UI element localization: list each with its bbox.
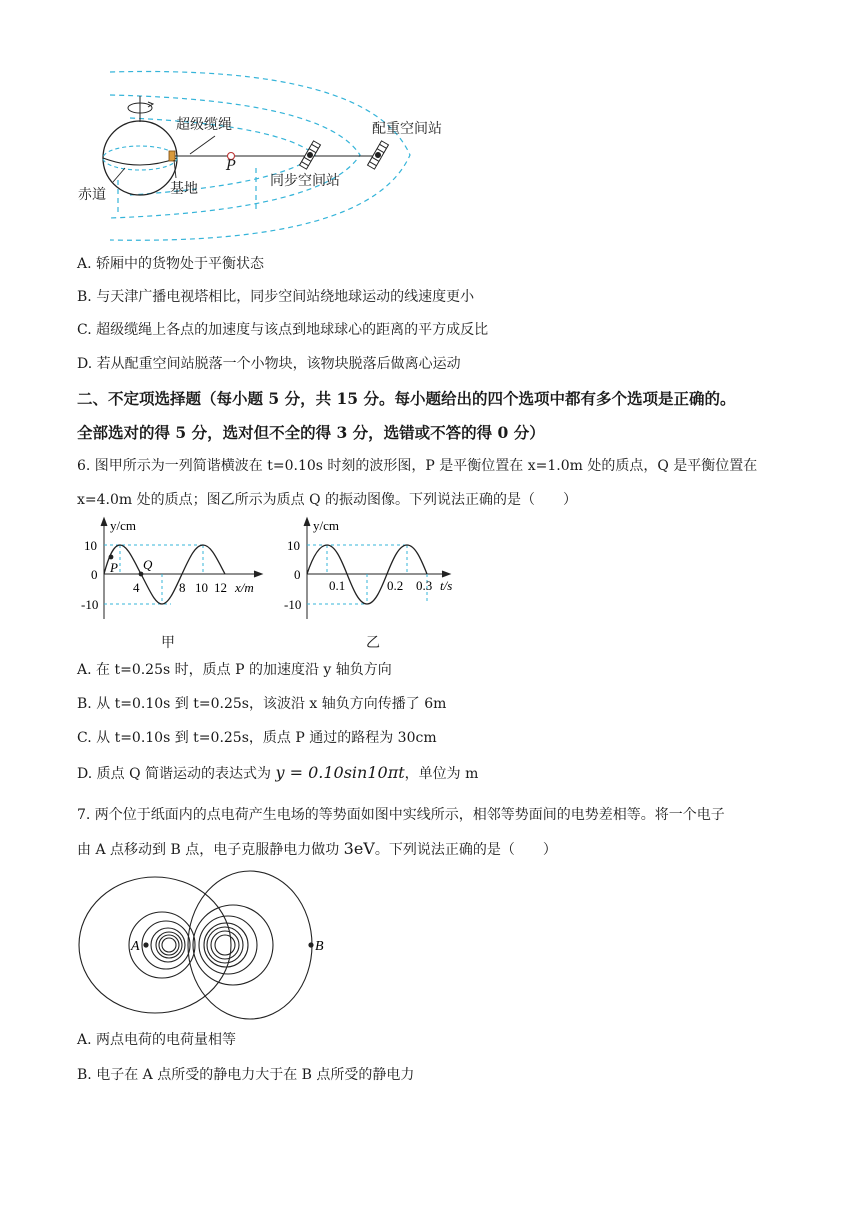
q6-stem-line1: 6. 图甲所示为一列简谐横波在 t=0.10s 时刻的波形图，P 是平衡位置在 x=1.0m 处的质点，Q 是平衡位置在 — [77, 458, 758, 474]
yi-ylabel: y/cm — [313, 518, 339, 533]
label-sync-station: 同步空间站 — [270, 173, 340, 189]
label-p: P — [226, 158, 236, 174]
yi-xtick-01: 0.1 — [329, 578, 346, 593]
caption-jia: 甲 — [161, 635, 175, 651]
label-a: A — [131, 939, 140, 954]
sync-station-icon — [300, 141, 321, 169]
jia-xtick-4: 4 — [133, 580, 140, 595]
wave-graph-jia — [75, 515, 275, 625]
point-p-dot — [109, 555, 114, 560]
label-b: B — [315, 939, 324, 954]
q6-option-c: C. 从 t=0.10s 到 t=0.25s，质点 P 通过的路程为 30cm — [77, 730, 437, 746]
counterweight-station-icon — [368, 141, 389, 169]
jia-ytick-10: 10 — [84, 538, 97, 553]
section-heading-line1: 二、不定项选择题（每小题 5 分，共 15 分。每小题给出的四个选项中都有多个选项是正确的。 — [77, 389, 736, 408]
yi-xtick-03: 0.3 — [416, 578, 433, 593]
q7-stem-line2-pre: 由 A 点移动到 B 点，电子克服静电力做功 — [77, 842, 340, 858]
section-heading-line2: 全部选对的得 5 分，选对但不全的得 3 分，选错或不答的得 0 分） — [77, 423, 545, 442]
point-q-dot — [139, 572, 144, 577]
q6-option-d-suffix: ，单位为 m — [404, 766, 479, 782]
q7-stem-line1: 7. 两个位于纸面内的点电荷产生电场的等势面如图中实线所示，相邻等势面间的电势差相等。将一个电子 — [77, 807, 725, 823]
yi-ytick-neg10: -10 — [284, 597, 302, 612]
caption-yi: 乙 — [366, 635, 380, 651]
q5-option-c: C. 超级缆绳上各点的加速度与该点到地球球心的距离的平方成反比 — [77, 322, 489, 338]
q5-option-a: A. 轿厢中的货物处于平衡状态 — [77, 256, 265, 272]
yi-xlabel: t/s — [440, 578, 453, 593]
q6-option-d — [77, 763, 478, 784]
point-a-dot — [143, 942, 148, 947]
label-base: 基地 — [170, 181, 198, 197]
q6-option-b: B. 从 t=0.10s 到 t=0.25s，该波沿 x 轴负方向传播了 6m — [77, 696, 447, 712]
q7-stem-line2 — [77, 839, 557, 860]
jia-xtick-10: 10 — [195, 580, 208, 595]
jia-ylabel: y/cm — [110, 518, 136, 533]
point-b-dot — [308, 942, 313, 947]
yi-ytick-10: 10 — [287, 538, 300, 553]
q7-stem-line2-post: 。下列说法正确的是（ ） — [374, 842, 557, 858]
q5-option-d: D. 若从配重空间站脱落一个小物块，该物块脱落后做离心运动 — [77, 356, 461, 372]
q5-option-b: B. 与天津广播电视塔相比，同步空间站绕地球运动的线速度更小 — [77, 289, 475, 305]
jia-ytick-neg10: -10 — [81, 597, 99, 612]
jia-label-q: Q — [143, 557, 153, 572]
q6-stem-line2: x=4.0m 处的质点；图乙所示为质点 Q 的振动图像。下列说法正确的是（ ） — [77, 492, 577, 508]
q7-option-b: B. 电子在 A 点所受的静电力大于在 B 点所受的静电力 — [77, 1067, 415, 1083]
jia-ytick-0: 0 — [91, 567, 98, 582]
jia-xtick-8: 8 — [179, 580, 186, 595]
space-elevator-figure — [70, 60, 490, 250]
yi-xtick-02: 0.2 — [387, 578, 404, 593]
base-block — [169, 151, 175, 161]
jia-label-p: P — [110, 560, 118, 575]
label-cable: 超级缆绳 — [176, 117, 232, 133]
q6-option-d-formula: y = 0.10sin10πt — [275, 763, 405, 782]
jia-xtick-12: 12 — [214, 580, 227, 595]
q7-work-value: 3eV — [343, 839, 375, 858]
label-equator: 赤道 — [78, 187, 106, 203]
q6-option-d-prefix: D. 质点 Q 简谐运动的表达式为 — [77, 766, 272, 782]
vibration-graph-yi — [280, 515, 470, 625]
equipotential-figure — [75, 868, 345, 1028]
yi-ytick-0: 0 — [294, 567, 301, 582]
jia-xlabel: x/m — [235, 580, 254, 595]
q6-option-a: A. 在 t=0.25s 时，质点 P 的加速度沿 y 轴负方向 — [77, 662, 392, 678]
label-counterweight-station: 配重空间站 — [372, 121, 442, 137]
q7-option-a: A. 两点电荷的电荷量相等 — [77, 1032, 237, 1048]
